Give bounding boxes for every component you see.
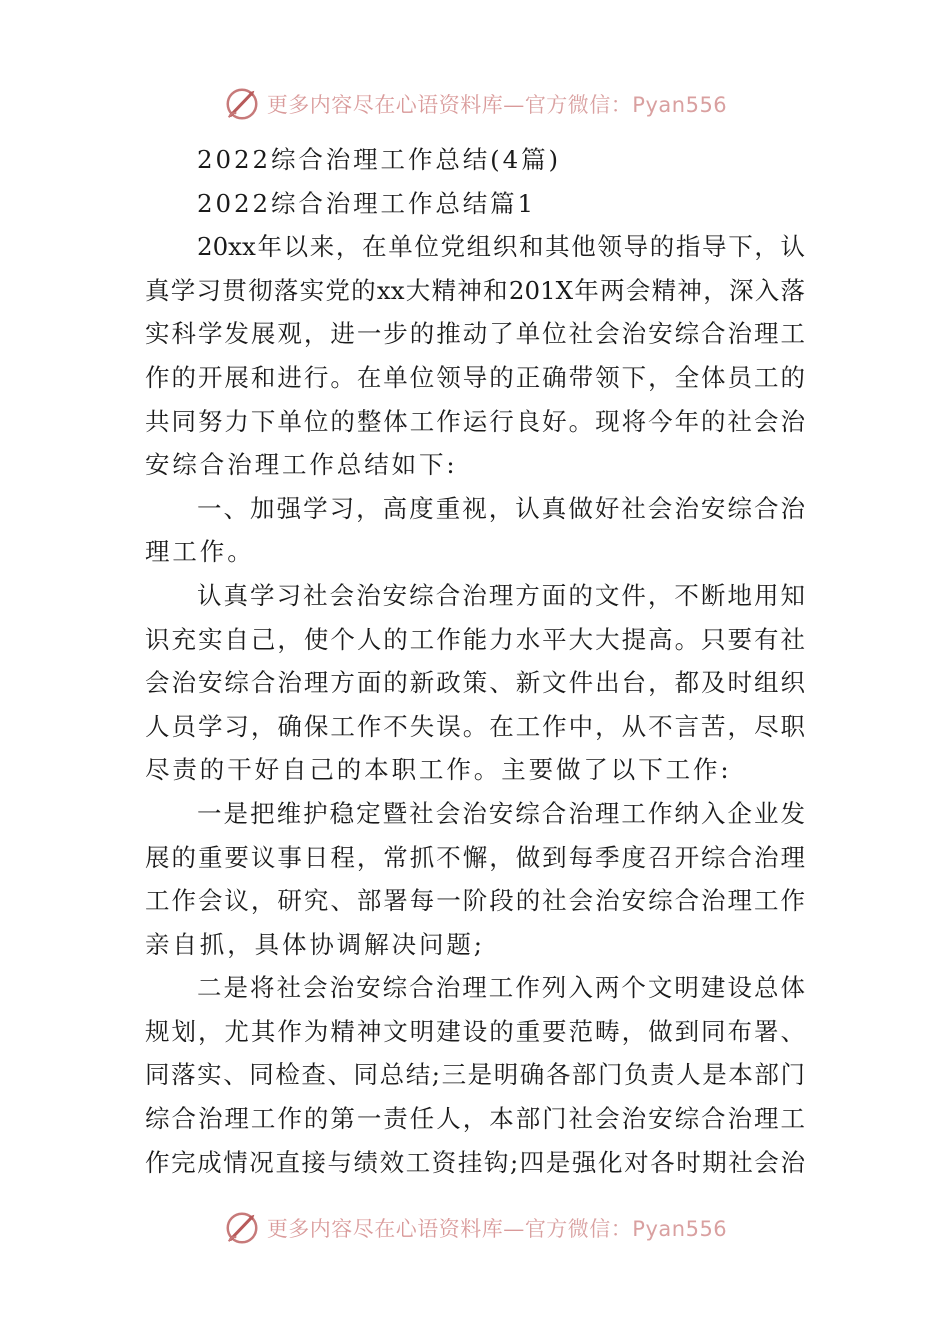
- text-line: 作的开展和进行。在单位领导的正确带领下，全体员工的: [145, 362, 805, 392]
- pen-circle-logo-icon: [223, 85, 261, 123]
- text-line: 规划，尤其作为精神文明建设的重要范畴，做到同布署、: [145, 1016, 805, 1046]
- text-line: 同落实、同检查、同总结;三是明确各部门负责人是本部门: [145, 1060, 805, 1090]
- text-line: 会治安综合治理方面的新政策、新文件出台，都及时组织: [145, 668, 805, 698]
- text-line: 实科学发展观，进一步的推动了单位社会治安综合治理工: [145, 319, 805, 349]
- text-line: 尽责的干好自己的本职工作。主要做了以下工作:: [145, 755, 732, 785]
- text-line: 一是把维护稳定暨社会治安综合治理工作纳入企业发: [197, 798, 805, 828]
- text-line: 2022综合治理工作总结篇1: [197, 188, 537, 218]
- document-body: [145, 138, 811, 1184]
- text-line: 安综合治理工作总结如下:: [145, 450, 458, 480]
- text-line: 作完成情况直接与绩效工资挂钩;四是强化对各时期社会治: [145, 1147, 805, 1177]
- footer-banner: [0, 1208, 950, 1248]
- banner-wechat-text: 官方微信：Pyan556: [524, 1217, 728, 1241]
- header-banner: [0, 84, 950, 124]
- banner-text: [267, 89, 727, 119]
- text-line: 二是将社会治安综合治理工作列入两个文明建设总体: [197, 973, 805, 1003]
- text-line: 展的重要议事日程，常抓不懈，做到每季度召开综合治理: [145, 842, 805, 872]
- text-line: 综合治理工作的第一责任人，本部门社会治安综合治理工: [145, 1104, 805, 1134]
- text-line: 理工作。: [145, 537, 255, 567]
- banner-text: [267, 1213, 727, 1243]
- text-line: 共同努力下单位的整体工作运行良好。现将今年的社会治: [145, 406, 805, 436]
- text-line: 亲自抓，具体协调解决问题;: [145, 929, 485, 959]
- pen-circle-logo-icon: [223, 1209, 261, 1247]
- banner-site-text: 更多内容尽在心语资料库—: [266, 93, 525, 117]
- text-line: 2022综合治理工作总结(4篇): [197, 145, 561, 174]
- text-line: 20xx年以来，在单位党组织和其他领导的指导下，认: [197, 232, 805, 262]
- banner-wechat-text: 官方微信：Pyan556: [524, 93, 728, 117]
- text-line: 认真学习社会治安综合治理方面的文件，不断地用知: [197, 580, 805, 610]
- text-line: 识充实自己，使个人的工作能力水平大大提高。只要有社: [145, 624, 805, 654]
- text-line: 工作会议，研究、部署每一阶段的社会治安综合治理工作: [145, 886, 805, 916]
- banner-site-text: 更多内容尽在心语资料库—: [266, 1217, 525, 1241]
- text-line: 一、加强学习，高度重视，认真做好社会治安综合治: [197, 493, 805, 523]
- text-line: 人员学习，确保工作不失误。在工作中，从不言苦，尽职: [145, 711, 805, 741]
- text-line: 真学习贯彻落实党的xx大精神和201X年两会精神，深入落: [145, 275, 805, 305]
